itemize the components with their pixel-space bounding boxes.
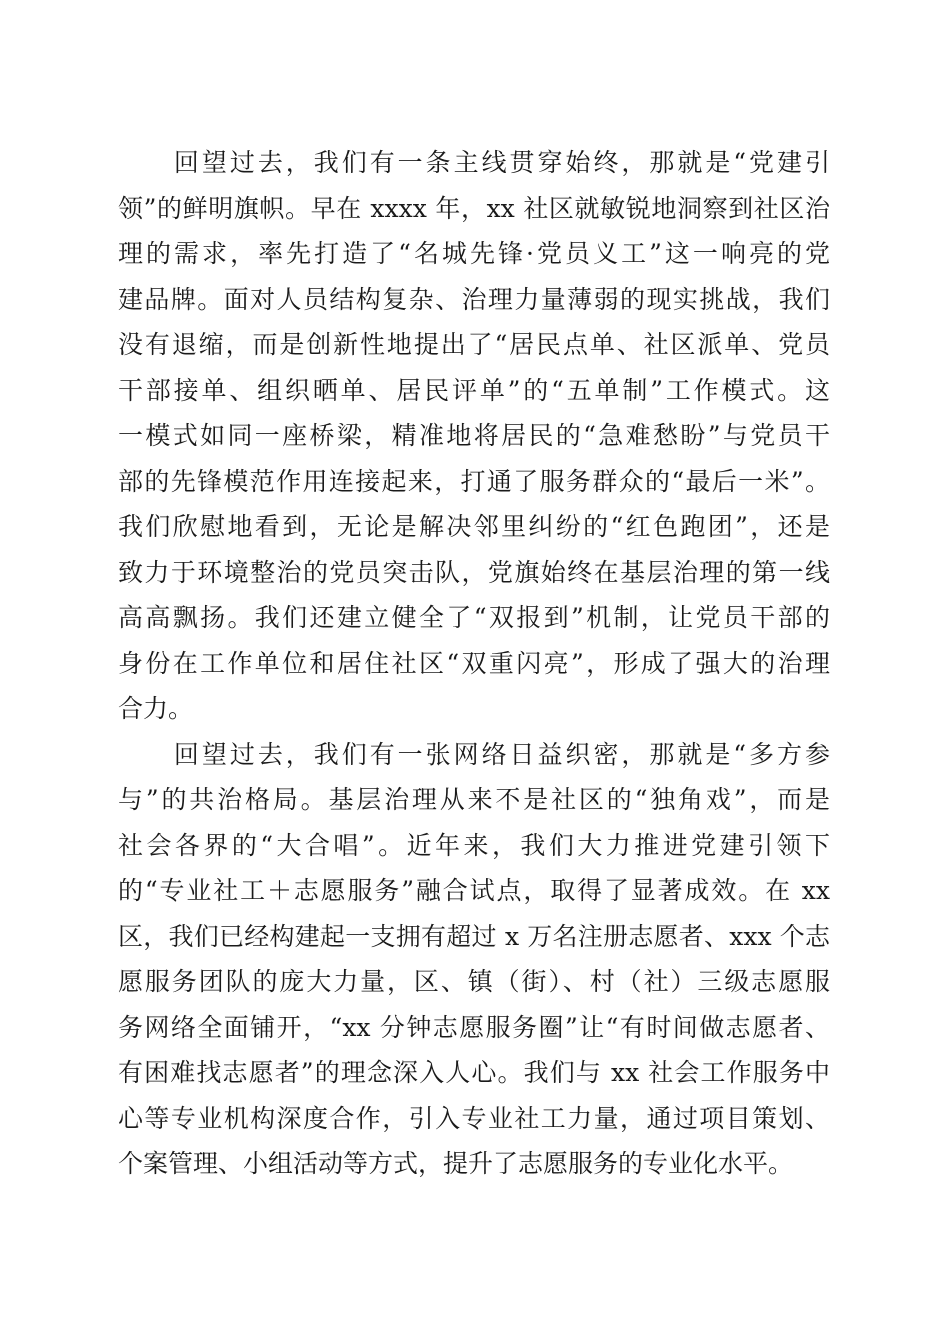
text-line: 务网络全面铺开，“xx 分钟志愿服务圈”让“有时间做志愿者、 xyxy=(118,1012,830,1042)
text-line: 心等专业机构深度合作，引入专业社工力量，通过项目策划、 xyxy=(118,1103,830,1133)
text-line: 与”的共治格局。基层治理从来不是社区的“独角戏”，而是 xyxy=(118,785,830,814)
text-line: 个案管理、小组活动等方式，提升了志愿服务的专业化水平。 xyxy=(118,1149,794,1178)
text-line: 理的需求，率先打造了“名城先锋·党员义工”这一响亮的党 xyxy=(118,239,830,268)
text-line: 区，我们已经构建起一支拥有超过 x 万名注册志愿者、xxx 个志 xyxy=(118,921,830,951)
text-line: 的“专业社工＋志愿服务”融合试点，取得了显著成效。在 xx xyxy=(118,876,830,905)
text-line: 一模式如同一座桥梁，精准地将居民的“急难愁盼”与党员干 xyxy=(118,421,830,450)
text-line: 合力。 xyxy=(118,694,194,723)
text-line: 致力于环境整治的党员突击队，党旗始终在基层治理的第一线 xyxy=(118,557,830,587)
text-line: 愿服务团队的庞大力量，区、镇（街）、村（社）三级志愿服 xyxy=(118,967,830,996)
text-line: 高高飘扬。我们还建立健全了“双报到”机制，让党员干部的 xyxy=(118,603,830,632)
text-line: 干部接单、组织晒单、居民评单”的“五单制”工作模式。这 xyxy=(118,375,830,405)
text-line: 回望过去，我们有一条主线贯穿始终，那就是“党建引 xyxy=(118,148,830,177)
text-line: 没有退缩，而是创新性地提出了“居民点单、社区派单、党员 xyxy=(118,330,830,359)
text-line: 有困难找志愿者”的理念深入人心。我们与 xx 社会工作服务中 xyxy=(118,1058,830,1087)
text-line: 部的先锋模范作用连接起来，打通了服务群众的“最后一米”。 xyxy=(118,466,830,496)
paragraph-party-building xyxy=(118,140,830,732)
document-body xyxy=(118,140,830,1187)
text-line: 身份在工作单位和居住社区“双重闪亮”，形成了强大的治理 xyxy=(118,648,830,678)
text-line: 回望过去，我们有一张网络日益织密，那就是“多方参 xyxy=(118,739,830,769)
text-line: 社会各界的“大合唱”。近年来，我们大力推进党建引领下 xyxy=(118,830,830,860)
text-line: 领”的鲜明旗帜。早在 xxxx 年，xx 社区就敏锐地洞察到社区治 xyxy=(118,193,830,223)
paragraph-co-governance xyxy=(118,732,830,1187)
text-line: 建品牌。面对人员结构复杂、治理力量薄弱的现实挑战，我们 xyxy=(118,284,830,314)
text-line: 我们欣慰地看到，无论是解决邻里纠纷的“红色跑团”，还是 xyxy=(118,512,830,541)
